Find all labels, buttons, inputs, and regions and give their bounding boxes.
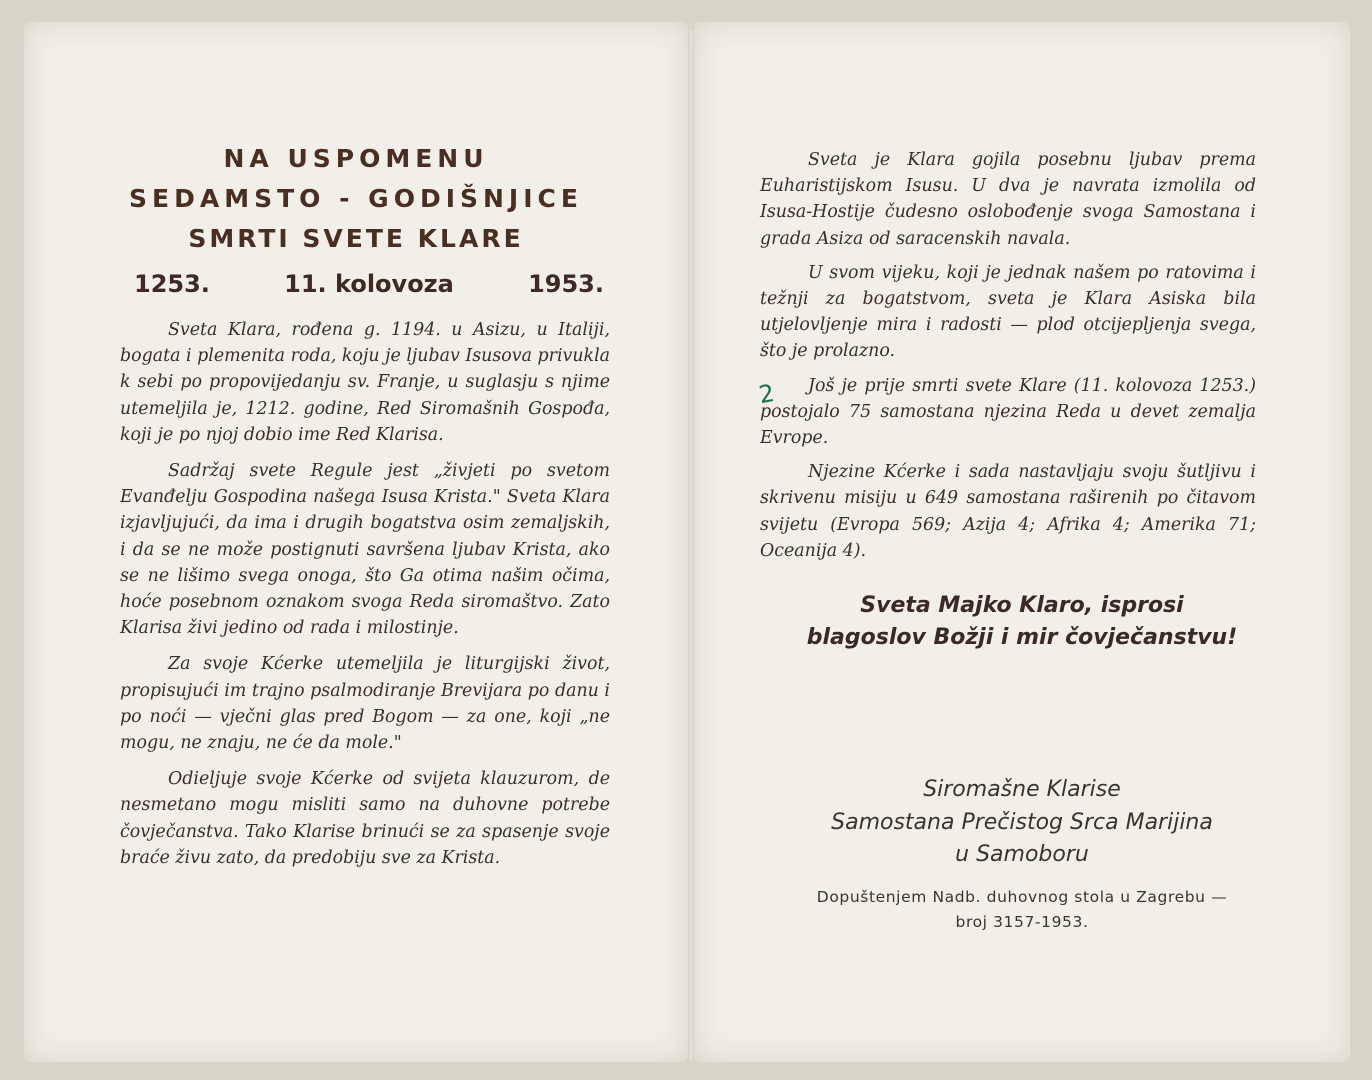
prayer-line-1: Sveta Majko Klaro, isprosi [860,593,1184,618]
permission-line-1: Dopuštenjem Nadb. duhovnog stola u Zagrebu — [816,888,1228,906]
title-line-2: SEDAMSTO - GODIŠNJICE [129,184,583,213]
right-page [694,22,1350,1062]
day-month: 11. kolovoza [284,270,454,298]
left-body-text [120,317,610,881]
title-line-3: SMRTI SVETE KLARE [188,224,524,253]
right-paragraph-1: Sveta je Klara gojila posebnu ljubav prema Euharistijskom Isusu. U dva je navrata izmolila od Isusa-Hostije čudesno oslobođenje svoga Samostana i grada Asiza od saracenskih navala. [760,150,1256,249]
signature-line-3: u Samoboru [955,842,1089,867]
signature-line-2: Samostana Prečistog Srca Marijina [831,810,1213,835]
start-year: 1253. [134,270,210,298]
end-year: 1953. [528,270,604,298]
right-paragraph-4: Njezine Kćerke i sada nastavljaju svoju šutljivu i skrivenu misiju u 649 samostana raširenih po čitavom svijetu (Evropa 569; Azija 4; Afrika 4; Amerika 71; Oceanija 4). [760,462,1256,561]
handwritten-mark: 2 [756,378,777,410]
right-body-text [760,147,1256,572]
left-paragraph-1: Sveta Klara, rođena g. 1194. u Asizu, u Italiji, bogata i plemenita roda, koju je ljubav Isusova privukla k sebi po propovijedanju sv. Franje, u suglasju s njime utemeljila je, 1212. godine, Red Siromašnih Gospođa, koji je po njoj dobio ime Red Klarisa. [120,320,610,445]
prayer-line-2: blagoslov Božji i mir čovječanstvu! [806,625,1238,650]
left-paragraph-4: Odieljuje svoje Kćerke od svijeta klauzurom, de nesmetano mogu misliti samo na duhovne potrebe čovječanstva. Tako Klarise brinući se za spasenje svoje braće živu zato, da predobiju sve za Krista. [120,769,610,868]
right-paragraph-3: Još je prije smrti svete Klare (11. kolovoza 1253.) postojalo 75 samostana njezina Reda u devet zemalja Evrope. [760,375,1256,449]
signature-line-1: Siromašne Klarise [923,777,1121,802]
right-paragraph-2: U svom vijeku, koji je jednak našem po ratovima i težnji za bogatstvom, sveta je Klara Asiska bila utjelovljenje mira i radosti — plod otcijepljenja svega, što je prolazno. [760,262,1256,362]
permission-line-2: broj 3157-1953. [955,913,1089,931]
dates-line [134,270,604,298]
title-line-1: NA USPOMENU [223,144,489,173]
left-page [24,22,688,1062]
left-paragraph-3: Za svoje Kćerke utemeljila je liturgijski život, propisujući im trajno psalmodiranje Brevijara po danu i po noći — vječni glas pred Bogom — za one, koji „ne mogu, ne znaju, ne će da mole." [120,654,610,754]
left-paragraph-2: Sadržaj svete Regule jest „živjeti po svetom Evanđelju Gospodina našega Isusa Krista." Sveta Klara izjavljujući, da ima i drugih bogatstva osim zemaljskih, i da se ne može postignuti savršena ljubav Krista, ako se ne lišimo svega onoga, što Ga otima našim očima, hoće posebnom oznakom svoga Reda siromaštvo. Zato Klarisa živi jedino od rada i milostinje. [120,461,610,639]
